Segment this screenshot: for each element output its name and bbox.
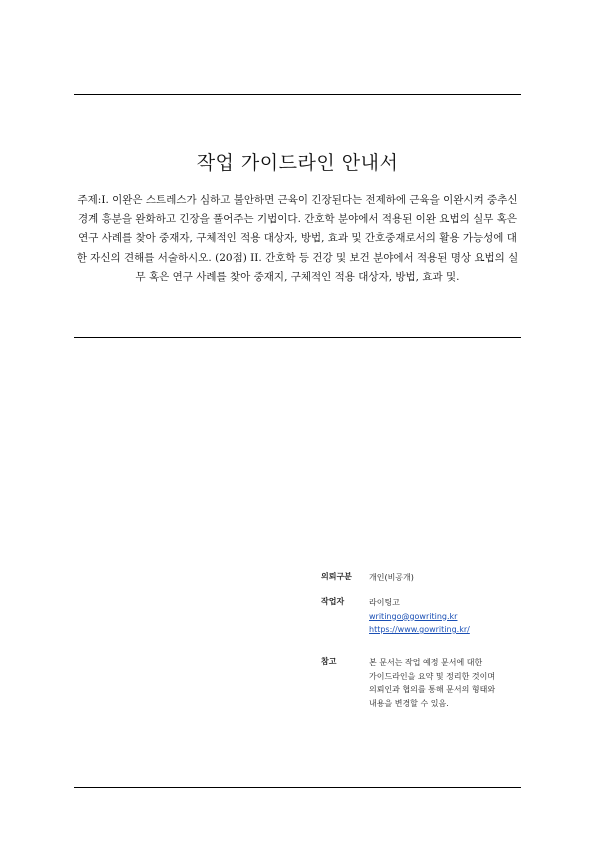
author-values bbox=[369, 596, 539, 637]
request-type-value-wrap bbox=[369, 571, 539, 585]
middle-divider bbox=[74, 337, 521, 338]
note-values bbox=[369, 656, 539, 710]
author-website-link[interactable]: https://www.gowriting.kr/ bbox=[369, 625, 470, 634]
request-type-label: 의뢰구분 bbox=[321, 572, 352, 581]
note-line: 본 문서는 작업 예정 문서에 대한 bbox=[369, 658, 483, 667]
author-email-link[interactable]: writingo@gowriting.kr bbox=[369, 611, 458, 621]
author-name: 라이팅고 bbox=[369, 598, 400, 607]
note-line: 의뢰인과 협의를 통해 문서의 형태와 bbox=[369, 685, 496, 694]
author-label: 작업자 bbox=[321, 597, 345, 606]
note-line: 내용을 변경할 수 있음. bbox=[369, 698, 449, 708]
top-divider bbox=[74, 94, 521, 95]
note-line: 가이드라인을 요약 및 정리한 것이며 bbox=[369, 671, 496, 681]
request-type-value: 개인(비공개) bbox=[369, 573, 414, 582]
topic-paragraph: 주제:I. 이완은 스트레스가 심하고 불안하면 근육이 긴장된다는 전제하에 근육을 이완시켜 중추신경계 흥분을 완화하고 긴장을 풀어주는 기법이다. 간호학 분야에서 적용된 이완 요법의 실무 혹은 연구 사례를 찾아 중재자, 구체적인 적용 대상자, 방법, 효과 및 간호중재로서의 활용 가능성에 대한 자신의 견해를 서술하시오. (20점) II. 간호학 등 건강 및 보건 분야에서 적용된 명상 요법의 실무 혹은 연구 사례를 찾아 중재지, 구체적인 적용 대상자, 방법, 효과 및. bbox=[76, 194, 519, 283]
bottom-divider bbox=[74, 787, 521, 788]
document-title: 작업 가이드라인 안내서 bbox=[196, 152, 399, 174]
note-label: 참고 bbox=[321, 657, 337, 666]
